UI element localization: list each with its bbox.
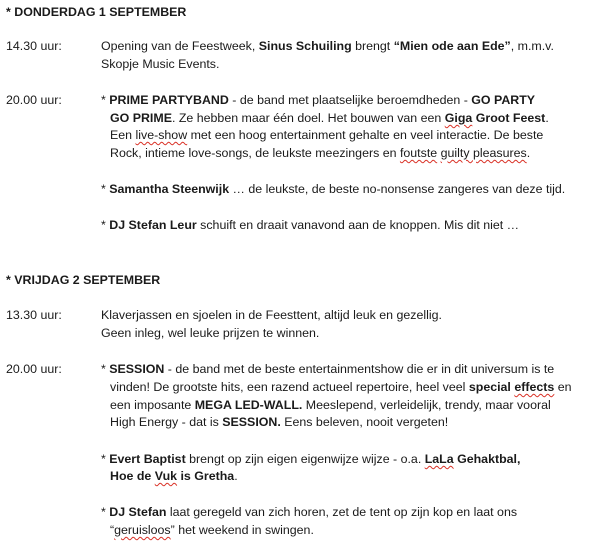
- event-time: 20.00 uur:: [6, 93, 62, 107]
- event-line: * DJ Stefan Leur schuift en draait vanavond aan de knoppen. Mis dit niet …: [101, 218, 520, 232]
- event-line: Skopje Music Events.: [101, 57, 220, 71]
- event-line: Klaverjassen en sjoelen in de Feesttent, altijd leuk en gezellig.: [101, 308, 442, 322]
- event-line: * SESSION - de band met de beste entertainmentshow die er in dit universum is te: [101, 362, 555, 376]
- event-line: * PRIME PARTYBAND - de band met plaatselijke beroemdheden - GO PARTY: [101, 93, 536, 107]
- event-line: Opening van de Feestweek, Sinus Schuiling brengt “Mien ode aan Ede”, m.m.v.: [101, 39, 554, 53]
- day-heading: * VRIJDAG 2 SEPTEMBER: [6, 273, 161, 287]
- event-line: “geruisloos” het weekend in swingen.: [110, 523, 314, 537]
- event-line: een imposante MEGA LED-WALL. Meeslepend, verleidelijk, trendy, maar vooral: [110, 398, 551, 412]
- event-line: High Energy - dat is SESSION. Eens beleven, nooit vergeten!: [110, 415, 449, 429]
- event-line: Een live-show met een hoog entertainment gehalte en veel interactie. De beste: [110, 128, 544, 142]
- event-time: 13.30 uur:: [6, 308, 62, 322]
- event-line: Geen inleg, wel leuke prijzen te winnen.: [101, 326, 320, 340]
- event-line: * DJ Stefan laat geregeld van zich horen, zet de tent op zijn kop en laat ons: [101, 505, 518, 519]
- event-line: * Evert Baptist brengt op zijn eigen eigenwijze wijze - o.a. LaLa Gehaktbal,: [101, 452, 521, 466]
- event-time: 20.00 uur:: [6, 362, 62, 376]
- event-time: 14.30 uur:: [6, 39, 62, 53]
- event-line: vinden! De grootste hits, een razend actueel repertoire, heel veel special effects en: [110, 380, 572, 394]
- event-line: Hoe de Vuk is Gretha.: [110, 469, 238, 483]
- event-line: * Samantha Steenwijk … de leukste, de beste no-nonsense zangeres van deze tijd.: [101, 182, 566, 196]
- event-line: GO PRIME. Ze hebben maar één doel. Het bouwen van een Giga Groot Feest.: [110, 111, 549, 125]
- event-line: Rock, intieme love-songs, de leukste meezingers en foutste guilty pleasures.: [110, 146, 531, 160]
- day-heading: * DONDERDAG 1 SEPTEMBER: [6, 5, 187, 19]
